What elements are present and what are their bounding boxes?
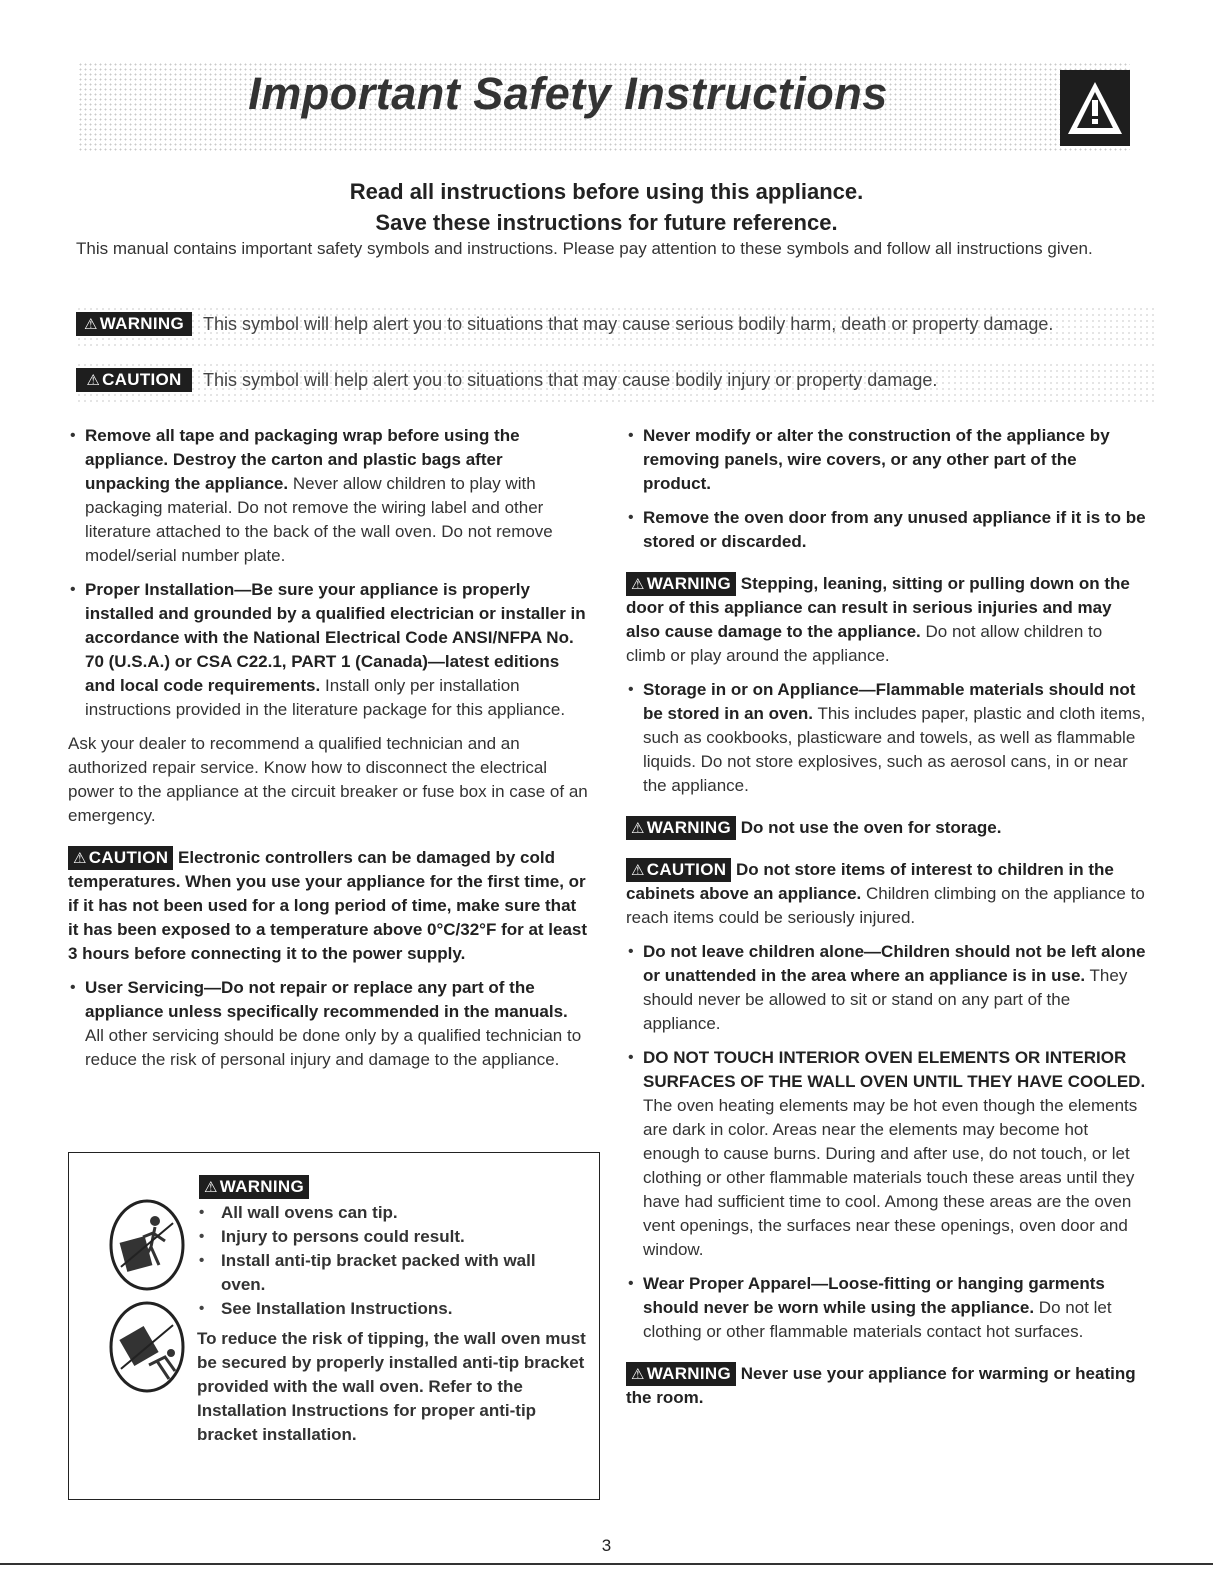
warning-badge-label: WARNING [219, 1177, 305, 1196]
list-item: • Install anti-tip bracket packed with wall oven. [197, 1249, 577, 1297]
list-item: • Injury to persons could result. [197, 1225, 577, 1249]
alert-triangle-icon: ⚠ [73, 850, 87, 867]
caution-badge [626, 858, 731, 882]
caution-badge-label: CAUTION [102, 370, 182, 389]
alert-triangle-icon: ⚠ [631, 820, 645, 837]
warning-badge [76, 312, 192, 336]
instruction-bold-text: Never modify or alter the construction of the appliance by removing panels, wire covers, or any other part of the product. [643, 426, 1110, 493]
instruction-bold-text: Do not leave children alone—Children should not be left alone or unattended in the area where an appliance is in use. [643, 942, 1146, 985]
instruction-bold-text: User Servicing—Do not repair or replace any part of the appliance unless specifically recommended in the manuals. [85, 978, 568, 1021]
instruction-remove-packaging [68, 424, 590, 568]
warning-badge-label: WARNING [646, 1364, 732, 1383]
instruction-bold-text: Wear Proper Apparel—Loose-fitting or hanging garments should never be worn while using the appliance. [643, 1274, 1105, 1317]
instruction-bold-text: Storage in or on Appliance—Flammable materials should not be stored in an oven. [643, 680, 1136, 723]
instruction-storage [626, 678, 1146, 798]
alert-triangle-icon: ⚠ [631, 1366, 645, 1383]
warning-badge-label: WARNING [646, 574, 732, 593]
warning-badge [626, 816, 736, 840]
instruction-proper-apparel [626, 1272, 1146, 1344]
alert-triangle-icon: ⚠ [631, 576, 645, 593]
warning-no-storage [626, 816, 1146, 840]
warning-triangle-icon [1060, 70, 1130, 146]
caution-badge [68, 846, 173, 870]
warning-badge [199, 1175, 309, 1199]
caution-electronic-controllers [68, 846, 590, 966]
instruction-bold-text: Electronic controllers can be damaged by cold temperatures. When you use your appliance for the first time, or if it has not been used for a long period of time, make sure that it has been exposed to a temperature above 0°C/32°F for at least 3 hours before connecting it to the power supply. [68, 848, 588, 963]
instruction-bold-text: Do not store items of interest to children in the cabinets above an appliance. [626, 860, 1114, 903]
anti-tip-warning-box [68, 1152, 600, 1500]
instruction-text: Do not let clothing or other flammable materials contact hot surfaces. [643, 1298, 1112, 1341]
caution-symbol-text: This symbol will help alert you to situations that may cause bodily injury or property damage. [203, 370, 938, 390]
instruction-never-modify [626, 424, 1146, 496]
warning-badge [626, 572, 736, 596]
instruction-bold-text: Proper Installation—Be sure your appliance is properly installed and grounded by a qualified electrician or installer in accordance with the National Electrical Code ANSI/NFPA No. 70 (U.S.A.) or CSA C22.1, PART 1 (Canada)—latest editions and local code requirements. [85, 580, 586, 695]
instruction-text: They should never be allowed to sit or stand on any part of the appliance. [643, 966, 1128, 1033]
instruction-dealer: Ask your dealer to recommend a qualified technician and an authorized repair service. Know how to disconnect the electrical power to the appliance at the circuit breaker or fuse box in case of an emergency. [68, 734, 588, 825]
warning-symbol-row [76, 306, 1156, 346]
instruction-do-not-touch [626, 1046, 1146, 1262]
warning-symbol-text: This symbol will help alert you to situations that may cause serious bodily harm, death or property damage. [203, 314, 1054, 334]
alert-triangle-icon: ⚠ [631, 862, 645, 879]
instruction-remove-door [626, 506, 1146, 554]
bottom-rule [0, 1563, 1213, 1565]
caution-symbol-row [76, 362, 1156, 402]
list-item: • See Installation Instructions. [197, 1297, 577, 1321]
alert-triangle-icon: ⚠ [204, 1179, 218, 1196]
page-title: Important Safety Instructions [248, 68, 888, 119]
caution-badge-label: CAUTION [88, 848, 169, 867]
alert-triangle-icon: ⚠ [86, 372, 101, 389]
tipped-oven-icon [109, 1301, 185, 1398]
instruction-bold-text: Remove all tape and packaging wrap before using the appliance. Destroy the carton and plastic bags after unpacking the appliance. [85, 426, 520, 493]
instruction-text: Install only per installation instructions provided in the literature package for this appliance. [85, 676, 566, 719]
title-band [78, 62, 1130, 152]
intro-line-2: Save these instructions for future reference. [375, 210, 838, 235]
instruction-bold-text: Remove the oven door from any unused appliance if it is to be stored or discarded. [643, 508, 1146, 551]
instruction-text: Never allow children to play with packaging material. Do not remove the wiring label and other literature attached to the back of the wall oven. Do not remove model/serial number plate. [85, 474, 553, 565]
caution-badge-label: CAUTION [646, 860, 727, 879]
intro-line-1: Read all instructions before using this appliance. [349, 179, 864, 204]
tipping-oven-icon [109, 1199, 185, 1296]
instruction-text: Do not allow children to climb or play around the appliance. [626, 622, 1103, 665]
instruction-bold-text: Do not use the oven for storage. [736, 818, 1002, 837]
warning-badge [626, 1362, 736, 1386]
intro-paragraph: This manual contains important safety symbols and instructions. Please pay attention to these symbols and follow all instructions given. [76, 239, 1093, 258]
instruction-bold-text: Stepping, leaning, sitting or pulling down on the door of this appliance can result in serious injuries and may also cause damage to the appliance. [626, 574, 1130, 641]
left-column [68, 424, 590, 1082]
warning-stepping [626, 572, 1146, 668]
alert-triangle-icon: ⚠ [83, 316, 98, 333]
instruction-text: Children climbing on the appliance to reach items could be seriously injured. [626, 884, 1145, 927]
instruction-text: This includes paper, plastic and cloth items, such as cookbooks, plasticware and towels, as well as flammable liquids. Do not store explosives, such as aerosol cans, in or near the appliance. [643, 704, 1146, 795]
instruction-text: The oven heating elements may be hot even though the elements are dark in color. Areas near the elements may become hot enough to cause burns. During and after use, do not touch, or let clothing or other flammable materials touch these areas until they have had sufficient time to cool. Among these areas are the oven vent openings, the surfaces near these openings, oven door and window. [643, 1096, 1138, 1259]
warning-badge-label: WARNING [99, 314, 184, 333]
anti-tip-paragraph: To reduce the risk of tipping, the wall oven must be secured by properly installed anti-tip bracket provided with the wall oven. Refer to the Installation Instructions for proper anti-tip bracket installation. [197, 1329, 586, 1444]
right-column [626, 424, 1146, 1420]
list-item: • All wall ovens can tip. [197, 1201, 577, 1225]
instruction-children-alone [626, 940, 1146, 1036]
caution-badge [76, 368, 192, 392]
instruction-text: All other servicing should be done only by a qualified technician to reduce the risk of personal injury and damage to the appliance. [85, 1026, 582, 1069]
page-number: 3 [601, 1536, 612, 1555]
intro-heading [0, 176, 1213, 238]
instruction-bold-text: DO NOT TOUCH INTERIOR OVEN ELEMENTS OR INTERIOR SURFACES OF THE WALL OVEN UNTIL THEY HAVE COOLED. [643, 1048, 1146, 1091]
instruction-proper-installation [68, 578, 590, 722]
instruction-bold-text: Never use your appliance for warming or heating the room. [626, 1364, 1136, 1407]
instruction-user-servicing [68, 976, 590, 1072]
warning-badge-label: WARNING [646, 818, 732, 837]
warning-heating [626, 1362, 1146, 1410]
anti-tip-list [197, 1201, 577, 1321]
caution-cabinets [626, 858, 1146, 930]
